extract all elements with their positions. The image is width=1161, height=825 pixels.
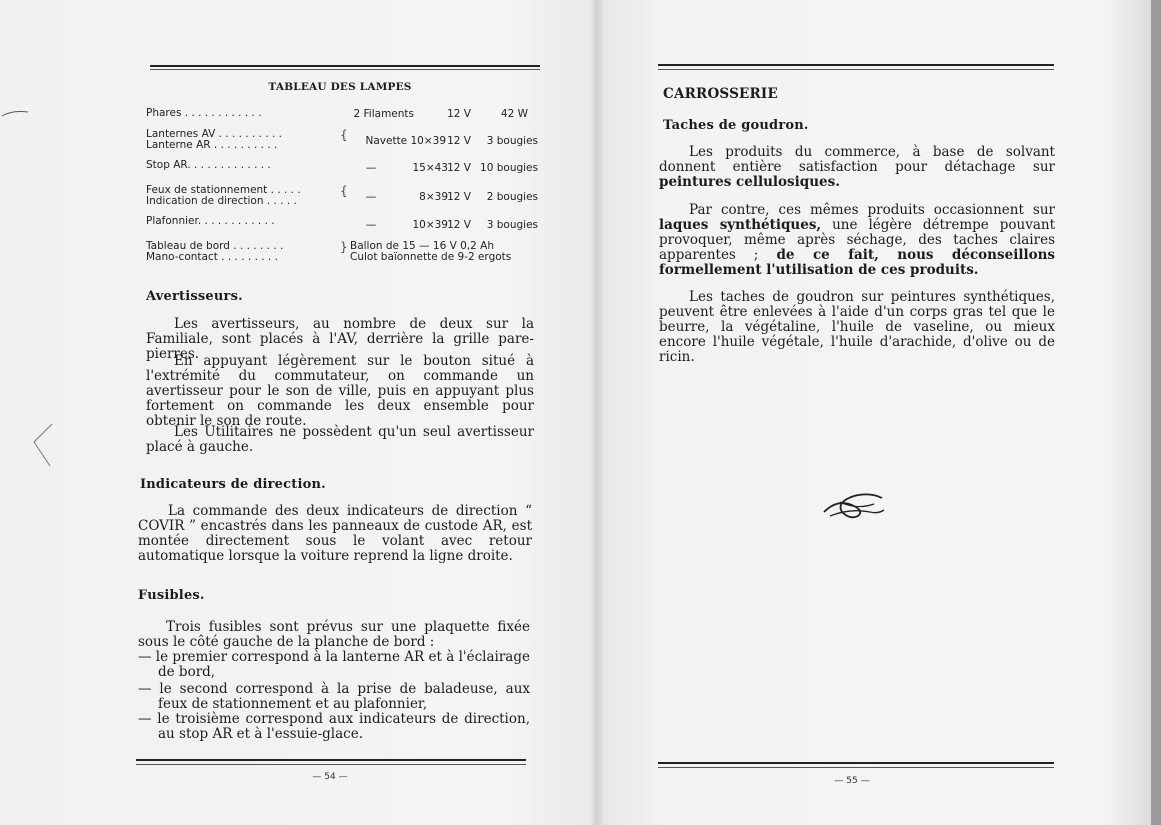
section-heading-fusibles: Fusibles. xyxy=(138,588,205,603)
section-heading-indicateurs: Indicateurs de direction. xyxy=(140,477,326,492)
lamp-row: Tableau de bord . . . . . . . . Mano-contact . . . . . . . . . } Ballon de 15 — 16 V 0,2 Ah Culot baïonnette de 9-2 ergots xyxy=(146,240,512,263)
lamp-row: Phares . . . . . . . . . . . . 2 Filaments 12 V 42 W xyxy=(146,108,528,120)
paragraph: Par contre, ces mêmes produits occasionnent sur laques synthétiques, une légère détrempe pouvant provoquer, même après séchage, des taches claires apparentes ; de ce fait, nous déconseillons formellement l'utilisation de ces produits. xyxy=(659,202,1055,278)
lamp-row: Feux de stationnement . . . . . Indication de direction . . . . . { — 8×39 12 V 2 bougies xyxy=(146,184,538,207)
section-heading: Taches de goudron. xyxy=(663,118,809,133)
bottom-rule-thin xyxy=(658,767,1054,768)
top-rule-thin xyxy=(150,69,540,70)
page-number: — 55 — xyxy=(834,776,870,786)
page-edge xyxy=(1151,0,1161,825)
bottom-rule xyxy=(658,762,1054,764)
scan-artifact-icon xyxy=(0,100,30,130)
top-rule-thin xyxy=(658,69,1054,70)
lamp-row: Stop AR. . . . . . . . . . . . . — 15×43 12 V 10 bougies xyxy=(146,160,538,174)
paragraph: Les Utilitaires ne possèdent qu'un seul avertisseur placé à gauche. xyxy=(146,424,534,455)
bottom-rule xyxy=(136,759,526,761)
paragraph: Les produits du commerce, à base de solvant donnent entière satisfaction pour détachage sur peintures cellulosiques. xyxy=(659,144,1055,190)
paragraph: Les avertisseurs, au nombre de deux sur la Familiale, sont placés à l'AV, derrière la grille pare-pierres. xyxy=(146,316,534,362)
list-item: — le second correspond à la prise de baladeuse, aux feux de stationnement et au plafonnier, xyxy=(138,681,530,712)
paragraph: Les taches de goudron sur peintures synthétiques, peuvent être enlevées à l'aide d'un corps gras tel que le beurre, la végétaline, l'huile de vaseline, ou mieux encore l'huile végétale, l'huile d'arachide, d'olive ou de ricin. xyxy=(659,289,1055,365)
section-heading-avertisseurs: Avertisseurs. xyxy=(146,289,243,304)
paragraph: Trois fusibles sont prévus sur une plaquette fixée sous le côté gauche de la planche de bord : xyxy=(138,619,530,650)
flourish-ornament-icon xyxy=(820,490,890,522)
right-page xyxy=(596,0,1151,825)
lamp-table xyxy=(146,108,544,267)
lamp-row: Lanternes AV . . . . . . . . . . Lanterne AR . . . . . . . . . . { Navette 10×39 12 V 3 bougies xyxy=(146,128,538,151)
top-rule xyxy=(658,64,1054,66)
lamp-row: Plafonnier. . . . . . . . . . . . — 10×39 12 V 3 bougies xyxy=(146,216,538,231)
paragraph: La commande des deux indicateurs de direction “ COVIR ” encastrés dans les panneaux de custode AR, est montée directement sous le volant avec retour automatique lorsque la voiture reprend la ligne droite. xyxy=(138,503,532,564)
table-title: TABLEAU DES LAMPES xyxy=(268,81,412,93)
book-gutter xyxy=(590,0,604,825)
list-item: — le troisième correspond aux indicateurs de direction, au stop AR et à l'essuie-glace. xyxy=(138,711,530,742)
bottom-rule-thin xyxy=(136,764,526,765)
list-item: — le premier correspond à la lanterne AR et à l'éclairage de bord, xyxy=(138,649,530,680)
section-title: CARROSSERIE xyxy=(663,86,778,102)
paragraph: En appuyant légèrement sur le bouton situé à l'extrémité du commutateur, on commande un avertisseur pour le son de ville, puis en appuyant plus fortement on commande les deux ensemble pour obtenir le son de route. xyxy=(146,353,534,429)
top-rule xyxy=(150,65,540,67)
scan-artifact-icon xyxy=(30,420,60,480)
page-number: — 54 — xyxy=(312,772,348,782)
